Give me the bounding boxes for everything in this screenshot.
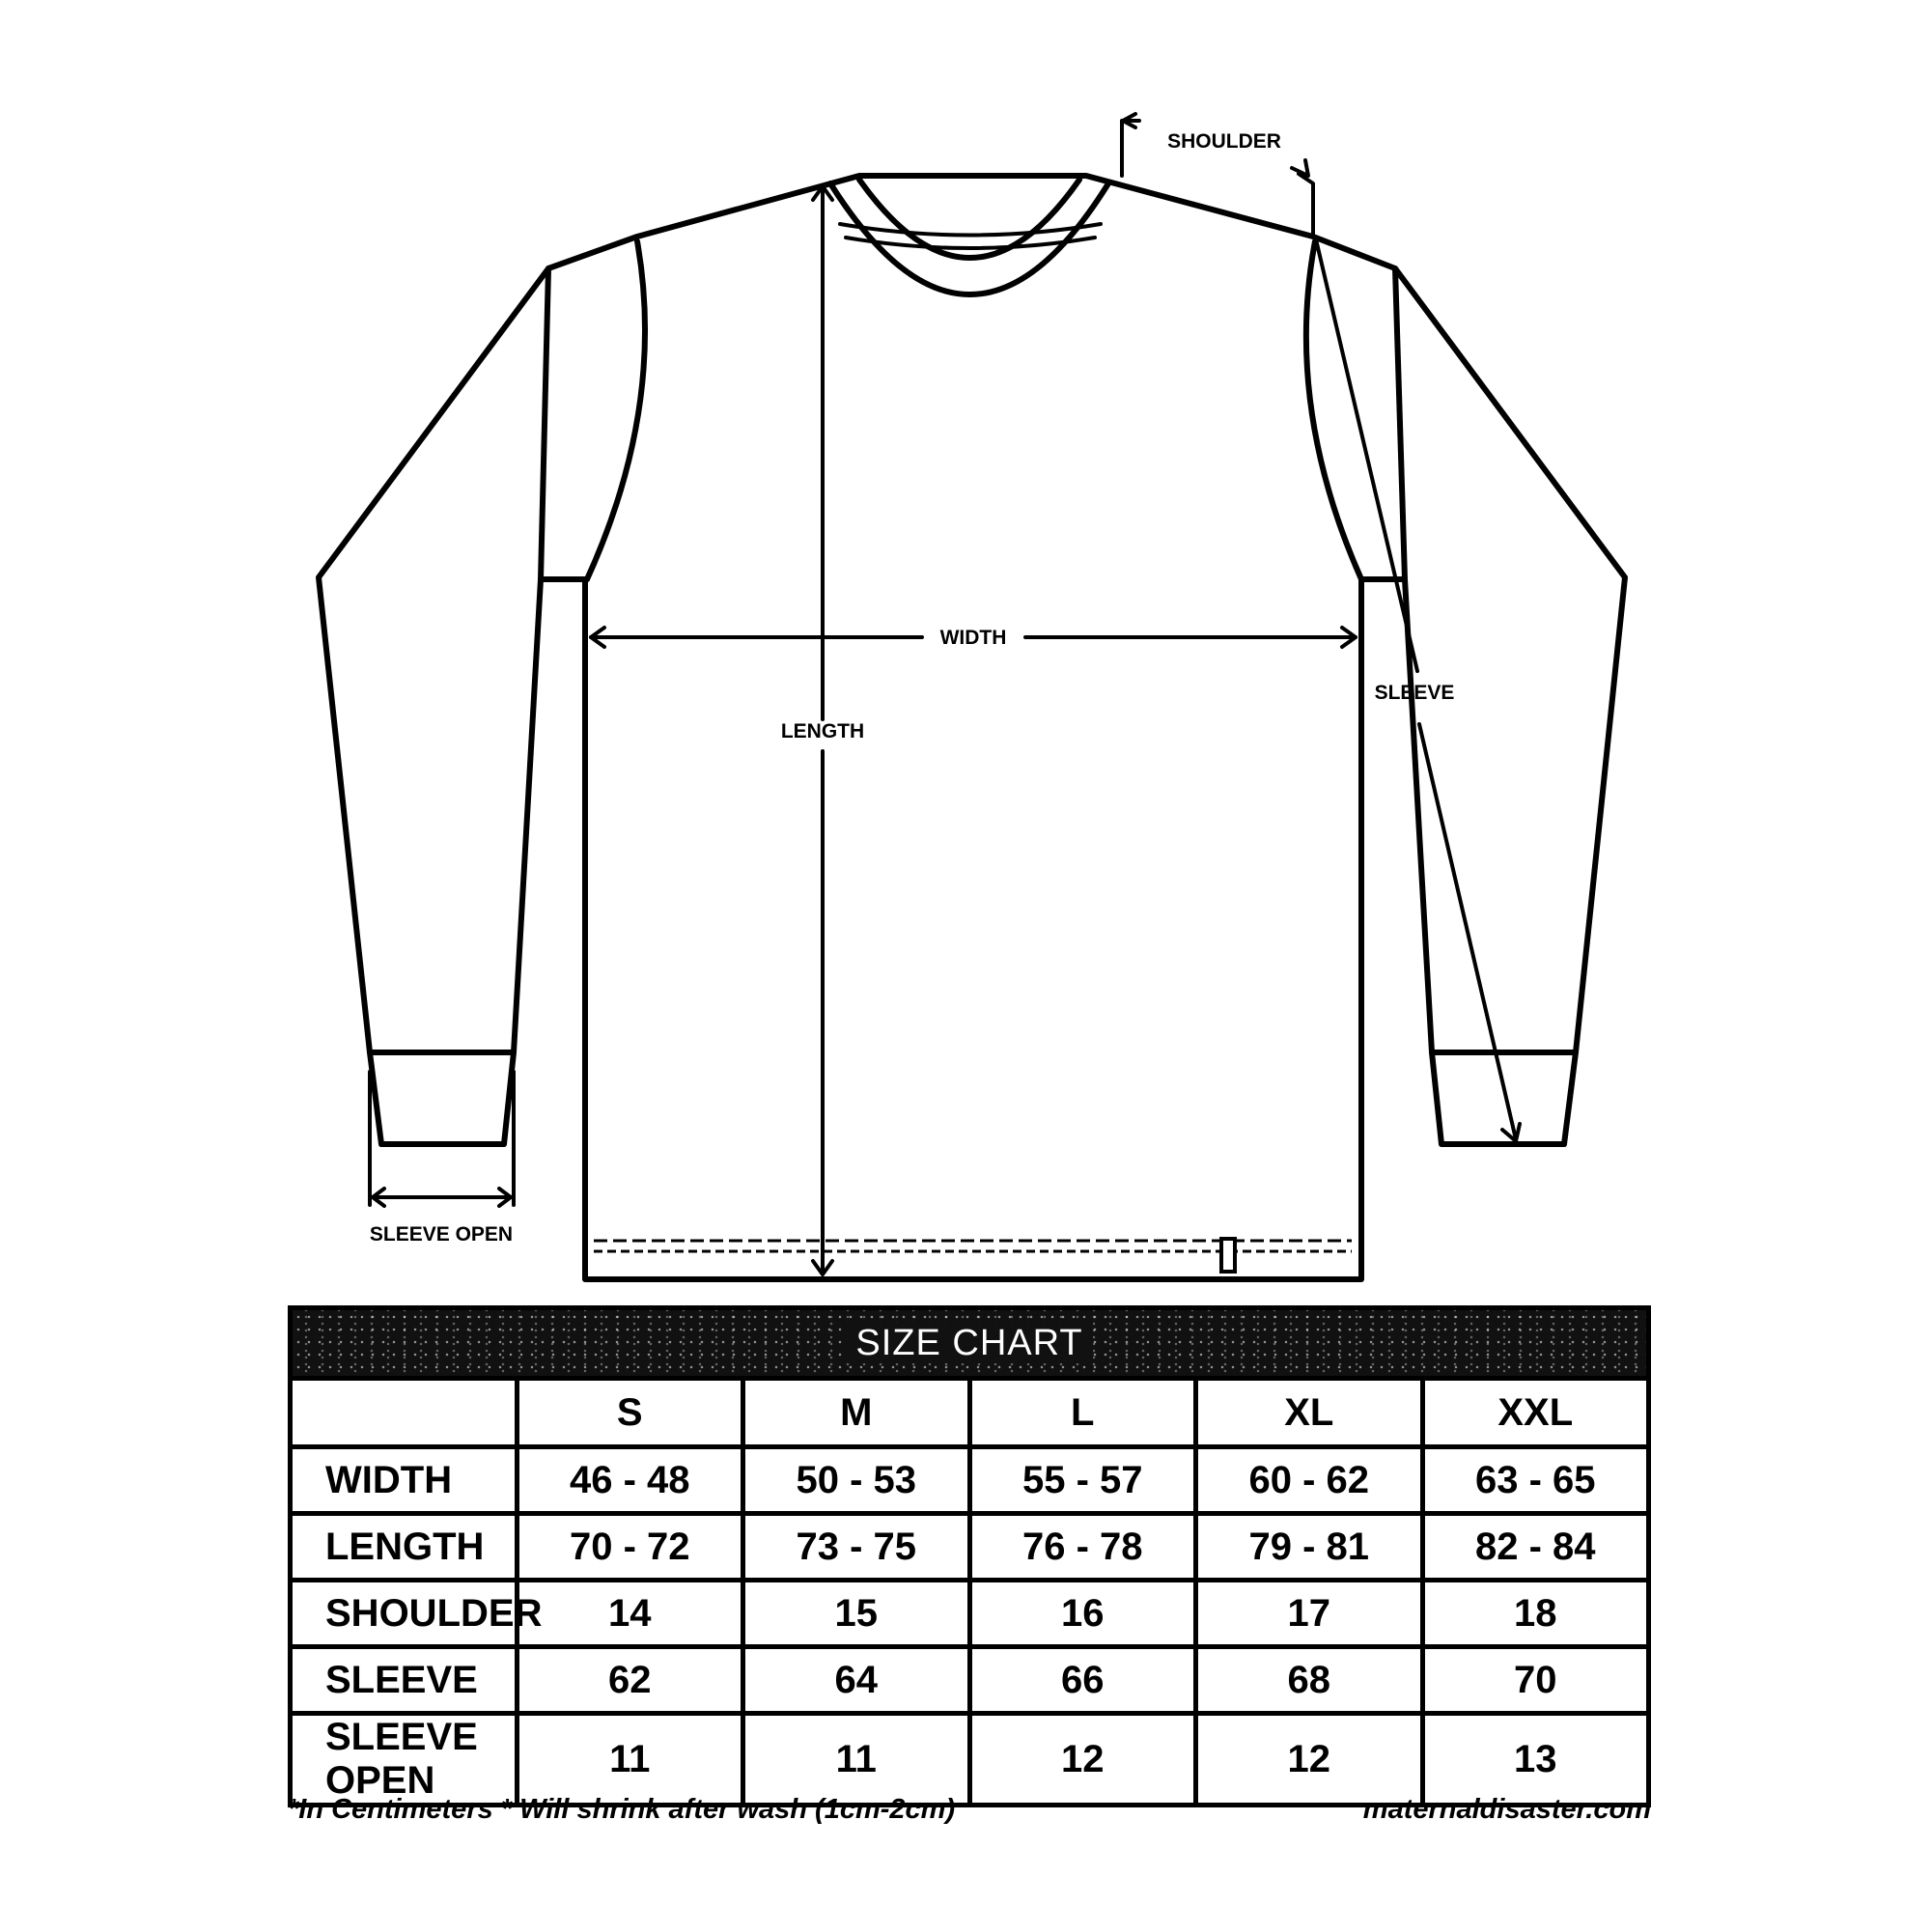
table-cell: 70 <box>1422 1647 1649 1714</box>
table-cell: 11 <box>517 1714 743 1806</box>
table-cell: 68 <box>1196 1647 1423 1714</box>
website-text: maternaldisaster.com <box>1362 1794 1651 1825</box>
shirt-collar-seam <box>840 224 1101 236</box>
table-row <box>291 1581 1649 1647</box>
table-cell: 64 <box>743 1647 970 1714</box>
table-cell: 16 <box>969 1581 1196 1647</box>
size-chart-table <box>288 1305 1651 1807</box>
left-armhole-seam <box>587 241 645 579</box>
shoulder-arrowhead-right <box>1292 160 1308 176</box>
table-cell: 62 <box>517 1647 743 1714</box>
size-header-xxl: XXL <box>1422 1379 1649 1447</box>
table-row <box>291 1447 1649 1514</box>
table-cell: 82 - 84 <box>1422 1514 1649 1581</box>
table-cell: 60 - 62 <box>1196 1447 1423 1514</box>
right-sleeve-outline <box>1395 268 1625 1144</box>
table-cell: 14 <box>517 1581 743 1647</box>
table-cell: 76 - 78 <box>969 1514 1196 1581</box>
size-chart-title-cell <box>291 1308 1649 1379</box>
table-cell: 55 - 57 <box>969 1447 1196 1514</box>
table-cell: 50 - 53 <box>743 1447 970 1514</box>
shirt-body-outline <box>585 579 1361 1279</box>
table-cell: 17 <box>1196 1581 1423 1647</box>
width-label: WIDTH <box>939 627 1007 649</box>
sleeve-open-label: SLEEVE OPEN <box>369 1223 514 1246</box>
table-row <box>291 1647 1649 1714</box>
right-armhole-seam <box>1306 241 1361 579</box>
table-cell: 66 <box>969 1647 1196 1714</box>
table-cell: 79 - 81 <box>1196 1514 1423 1581</box>
table-row <box>291 1514 1649 1581</box>
table-cell: 12 <box>969 1714 1196 1806</box>
length-label: LENGTH <box>780 720 865 742</box>
table-cell: 63 - 65 <box>1422 1447 1649 1514</box>
row-label-shoulder: SHOULDER <box>291 1581 518 1647</box>
table-row <box>291 1714 1649 1806</box>
hem-tag <box>1221 1239 1235 1272</box>
table-cell: 73 - 75 <box>743 1514 970 1581</box>
table-cell: 13 <box>1422 1714 1649 1806</box>
measurement-footnote: *In Centimeters * Will shrink after wash (1cm-2cm) <box>288 1794 956 1825</box>
size-header-xl: XL <box>1196 1379 1423 1447</box>
table-cell: 11 <box>743 1714 970 1806</box>
table-cell: 15 <box>743 1581 970 1647</box>
size-header-m: M <box>743 1379 970 1447</box>
row-label-sleeve-open: SLEEVE OPEN <box>291 1714 518 1806</box>
table-cell: 70 - 72 <box>517 1514 743 1581</box>
row-label-width: WIDTH <box>291 1447 518 1514</box>
table-cell: 18 <box>1422 1581 1649 1647</box>
table-cell: 12 <box>1196 1714 1423 1806</box>
shirt-shoulder-outline <box>548 176 1395 268</box>
row-label-length: LENGTH <box>291 1514 518 1581</box>
size-header-row <box>291 1379 1649 1447</box>
empty-header-cell <box>291 1379 518 1447</box>
row-label-sleeve: SLEEVE <box>291 1647 518 1714</box>
shoulder-label: SHOULDER <box>1167 130 1281 153</box>
size-header-s: S <box>517 1379 743 1447</box>
table-cell: 46 - 48 <box>517 1447 743 1514</box>
size-header-l: L <box>969 1379 1196 1447</box>
sleeve-label: SLEEVE <box>1374 682 1455 704</box>
left-sleeve-outline <box>319 268 548 1144</box>
size-chart-title-row <box>291 1308 1649 1379</box>
size-chart-title: SIZE CHART <box>846 1323 1092 1363</box>
